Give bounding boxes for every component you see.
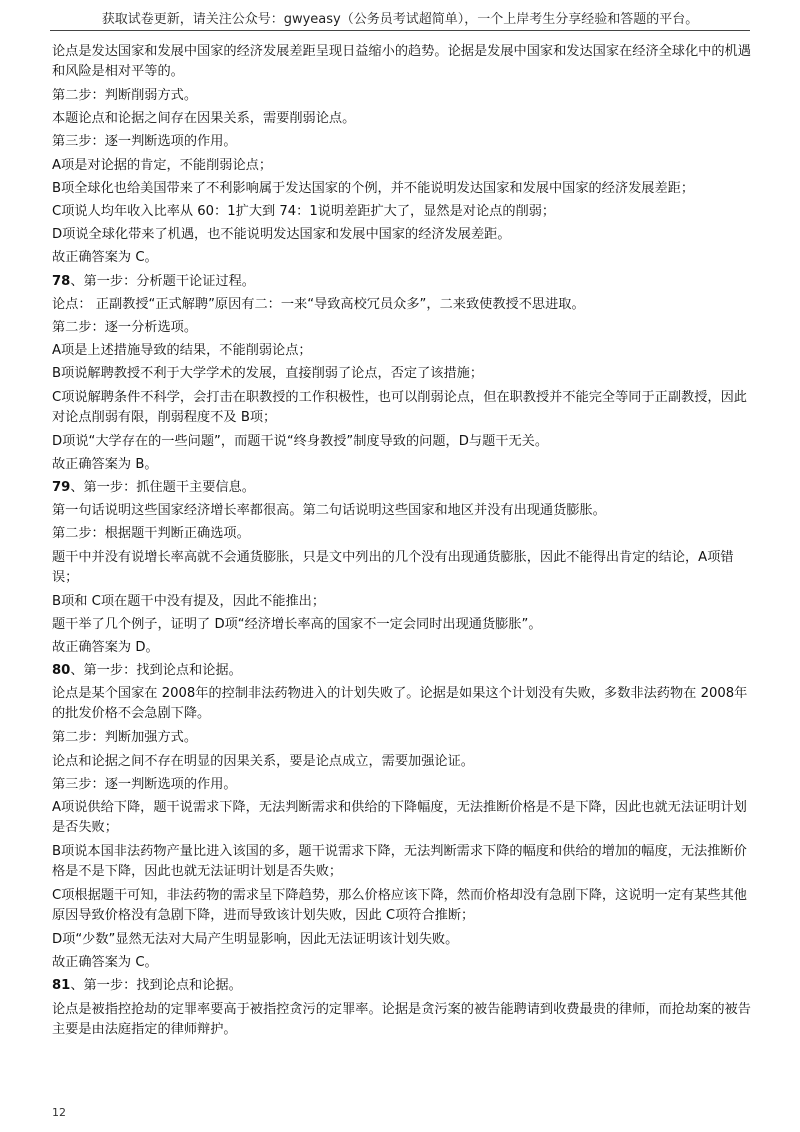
text-line <box>52 636 752 659</box>
line-text: B项说解聘教授不利于大学学术的发展，直接削弱了论点，否定了该措施； <box>52 366 484 382</box>
text-line <box>52 613 752 636</box>
text-line <box>52 773 752 796</box>
question-heading <box>52 659 752 682</box>
text-line <box>52 177 752 200</box>
text-line <box>52 107 752 130</box>
line-text: A项是对论据的肯定，不能削弱论点； <box>52 157 273 173</box>
line-text: 论点： 正副教授“正式解聘”原因有二：一来“导致高校冗员众多”，二来致使教授不思进取。 <box>52 296 585 312</box>
line-text: 、第一步：分析题干论证过程。 <box>70 273 255 289</box>
text-line <box>52 339 752 362</box>
line-text: 故正确答案为 C。 <box>52 955 158 971</box>
line-text: 论点是被指控抢劫的定罪率要高于被指控贪污的定罪率。论据是贪污案的被告能聘请到收费最贵的律师，而抢劫案的被告主要是由法庭指定的律师辩护。 <box>52 1001 751 1037</box>
text-line <box>52 928 752 951</box>
text-line <box>52 998 752 1042</box>
line-text: 本题论点和论据之间存在因果关系，需要削弱论点。 <box>52 111 356 127</box>
text-line <box>52 590 752 613</box>
line-text: C项说人均年收入比率从 60：1扩大到 74：1说明差距扩大了，显然是对论点的削弱； <box>52 204 556 220</box>
line-text: 论点是发达国家和发展中国家的经济发展差距呈现日益缩小的趋势。论据是发展中国家和发达国家在经济全球化中的机遇和风险是相对平等的。 <box>52 44 751 79</box>
text-line <box>52 884 752 928</box>
page-number: 12 <box>52 1106 66 1119</box>
question-number: 80 <box>52 663 71 679</box>
question-number: 79 <box>52 480 71 496</box>
text-line <box>52 499 752 522</box>
text-line <box>52 453 752 476</box>
line-text: 、第一步：抓住题干主要信息。 <box>70 480 255 496</box>
text-line <box>52 546 752 590</box>
line-text: B项和 C项在题干中没有提及，因此不能推出； <box>52 593 326 609</box>
line-text: 故正确答案为 B。 <box>52 456 158 472</box>
text-line <box>52 796 752 840</box>
header-divider <box>50 30 750 31</box>
question-number: 81 <box>52 978 71 994</box>
text-line <box>52 430 752 453</box>
text-line <box>52 522 752 545</box>
text-line <box>52 130 752 153</box>
text-line <box>52 84 752 107</box>
line-text: D项说全球化带来了机遇，也不能说明发达国家和发展中国家的经济发展差距。 <box>52 227 511 243</box>
text-line <box>52 750 752 773</box>
line-text: 、第一步：找到论点和论据。 <box>70 663 242 679</box>
line-text: D项说“大学存在的一些问题”，而题干说“终身教授”制度导致的问题，D与题干无关。 <box>52 433 549 449</box>
line-text: 第二步：逐一分析选项。 <box>52 320 198 336</box>
text-line <box>52 840 752 884</box>
line-text: A项说供给下降，题干说需求下降，无法判断需求和供给的下降幅度，无法推断价格是不是下降，因此也就无法证明计划是否失败； <box>52 800 747 836</box>
text-line <box>52 293 752 316</box>
line-text: 故正确答案为 D。 <box>52 640 159 656</box>
text-line <box>52 200 752 223</box>
line-text: C项说解聘条件不科学，会打击在职教授的工作积极性，也可以削弱论点，但在职教授并不能完全等同于正副教授，因此对论点削弱有限，削弱程度不及 B项； <box>52 389 747 425</box>
text-line <box>52 386 752 430</box>
text-line <box>52 40 752 84</box>
question-heading <box>52 974 752 997</box>
line-text: 第二步：根据题干判断正确选项。 <box>52 526 250 542</box>
text-line <box>52 246 752 269</box>
question-number: 78 <box>52 273 71 289</box>
line-text: 第一句话说明这些国家经济增长率都很高。第二句话说明这些国家和地区并没有出现通货膨胀。 <box>52 503 606 519</box>
document-body <box>52 40 752 1042</box>
question-heading <box>52 270 752 293</box>
line-text: 第二步：判断加强方式。 <box>52 730 198 746</box>
line-text: 题干中并没有说增长率高就不会通货膨胀，只是文中列出的几个没有出现通货膨胀，因此不能得出肯定的结论，A项错误； <box>52 549 734 585</box>
page-header: 获取试卷更新，请关注公众号：gwyeasy（公务员考试超简单），一个上岸考生分享经验和答题的平台。 <box>101 12 699 27</box>
line-text: B项说本国非法药物产量比进入该国的多，题干说需求下降，无法判断需求下降的幅度和供给的增加的幅度，无法推断价格是不是下降，因此也就无法证明计划是否失败； <box>52 844 747 880</box>
text-line <box>52 316 752 339</box>
text-line <box>52 223 752 246</box>
line-text: 第二步：判断削弱方式。 <box>52 88 198 103</box>
line-text: 故正确答案为 C。 <box>52 250 158 266</box>
line-text: 第三步：逐一判断选项的作用。 <box>52 134 237 150</box>
text-line <box>52 362 752 385</box>
line-text: 论点是某个国家在 2008年的控制非法药物进入的计划失败了。论据是如果这个计划没有失败，多数非法药物在 2008年的批发价格不会急剧下降。 <box>52 686 748 722</box>
line-text: D项“少数”显然无法对大局产生明显影响，因此无法证明该计划失败。 <box>52 932 459 948</box>
line-text: A项是上述措施导致的结果，不能削弱论点； <box>52 343 312 359</box>
line-text: C项根据题干可知，非法药物的需求呈下降趋势，那么价格应该下降，然而价格却没有急剧下降，这说明一定有某些其他原因导致价格没有急剧下降，进而导致该计划失败，因此 C项符合推断； <box>52 888 747 924</box>
line-text: 第三步：逐一判断选项的作用。 <box>52 776 237 792</box>
text-line <box>52 154 752 177</box>
text-line <box>52 726 752 749</box>
question-heading <box>52 476 752 499</box>
text-line <box>52 951 752 974</box>
line-text: 、第一步：找到论点和论据。 <box>70 978 242 994</box>
line-text: 论点和论据之间不存在明显的因果关系，要是论点成立，需要加强论证。 <box>52 753 474 769</box>
text-line <box>52 682 752 726</box>
line-text: 题干举了几个例子，证明了 D项“经济增长率高的国家不一定会同时出现通货膨胀”。 <box>52 616 542 632</box>
line-text: B项全球化也给美国带来了不利影响属于发达国家的个例，并不能说明发达国家和发展中国家的经济发展差距； <box>52 180 695 196</box>
